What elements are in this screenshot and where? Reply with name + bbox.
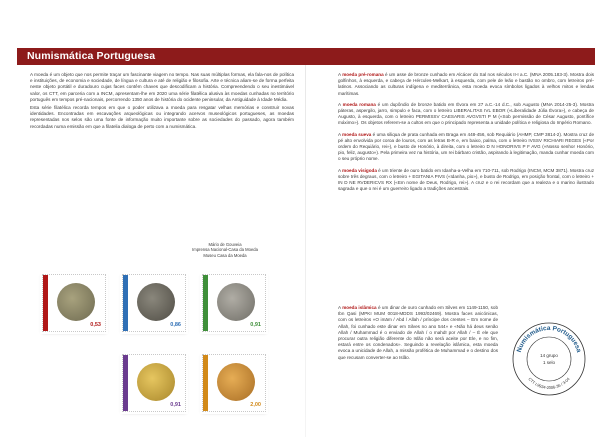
stamp-roman	[122, 274, 186, 332]
seal-center-line-2: 1 selo	[542, 360, 556, 365]
desc-visigoda	[338, 168, 594, 193]
first-day-cancel-seal	[510, 320, 588, 398]
desc-text: é um triente de ouro batido em Idanha-a-Velha em 710-711, sob Rodrigo (INCM, MCM 3871). Mostra cruz sobre três degraus, com o letreiro + EGITANIA PIVS («Idanha, pio»), e busto de Rodrigo, em posição frontal, com o letreiro + IN D NE RVDERICVS RX («Em nome de Deus, Rodrigo, rei»). A cruz e o rei recordam que a realeza e o marino ilustrado sagrada e que o rei é um guerreiro ligado a tradições ancestrais.	[338, 167, 594, 192]
stamp-pre-roman	[42, 274, 106, 332]
coin-descriptions	[338, 72, 594, 197]
desc-sueva	[338, 132, 594, 163]
desc-highlight: moeda pré-romana	[342, 72, 384, 77]
stamp-islamica	[202, 354, 266, 412]
stamp-edge	[43, 275, 48, 331]
desc-highlight: moeda visigoda	[342, 167, 377, 173]
desc-prefix: A	[338, 101, 343, 107]
stamp-edge	[203, 275, 208, 331]
stamp-edge	[123, 355, 128, 411]
header-band-right	[305, 48, 595, 65]
desc-highlight: moeda romana	[342, 101, 376, 107]
desc-pre-roman	[338, 72, 594, 97]
coin-image	[217, 363, 255, 401]
header-band-left	[17, 48, 305, 65]
stamp-sueva	[202, 274, 266, 332]
page-title: Numismática Portuguesa	[27, 50, 156, 62]
desc-prefix: A	[338, 167, 343, 173]
signature-name: Mário de Gouveia	[208, 242, 242, 247]
stamp-value: 2,00	[250, 402, 261, 408]
desc-prefix: A	[338, 72, 343, 77]
desc-prefix: A	[338, 131, 343, 137]
stamp-value: 0,86	[170, 322, 181, 328]
stamp-value: 0,91	[170, 402, 181, 408]
seal-top-text: Numismática Portuguesa	[515, 324, 583, 354]
stamp-edge	[203, 355, 208, 411]
seal-bottom-text: CTT I.9934-2006-36 / 3-04	[527, 376, 571, 391]
stamp-visigoda	[122, 354, 186, 412]
desc-prefix: A	[338, 305, 343, 310]
stamp-value: 0,53	[90, 322, 101, 328]
intro-paragraph-1: A moeda é um objeto que nos permite traçar um fascinante viagem no tempo. Nas suas múltiplas formas, ela fala-nos de política e instituições, de economia e sociedade, de língua e cultura e até de religião e filosofia. Arte e técnica aliam-se de forma perfeita neste objeto portátil e duradouro cujas faces contêm chaves que descodificam a história. Compreendendo o seu inestimável valor, os CTT, em parceria com a INCM, apresentam-lhe em 2020 uma série filatélica alusiva às moedas cunhadas no território português em tempos pré-nacionais, percorrendo 1350 anos de história do ocidente peninsular, da Antiguidade à Idade Média.	[30, 72, 294, 102]
signature-role-1: Imprensa Nacional-Casa da Moeda	[192, 247, 258, 253]
stamps-sheet	[40, 268, 310, 433]
desc-text: é um dinar de ouro cunhado em Silves em 1149-1150, sob Ibn Qasi (MPKI MUM 0018-MDDS 1993/02469). Mostra faces anicónicas, com os letreiros «O imām / Abd / Allah / príncipe dos crentes – Em nome de Allah, foi cunhado este dinar em Silves no ano 544» e «Não há deus senão Allah / Muhammad é o enviado de Allah / o mahdī por Allah / – É ele que procurar outra religião diferente do Islão não será aceite por Ele, e no fim, estará entre os condenados». Seguindo a revelação islâmica, esta moeda evoca a unicidade de Allah, a missão profética de Muhammad e o destino dos que recusam converter-se ao Islão.	[338, 305, 499, 360]
desc-highlight: moeda islâmica	[342, 305, 377, 310]
coin-image	[137, 283, 175, 321]
signature-block	[170, 242, 280, 258]
signature-role-2: Museu Casa da Moeda	[203, 252, 247, 258]
seal-outer-ring	[513, 323, 585, 395]
intro-text	[30, 72, 294, 132]
coin-image	[137, 363, 175, 401]
coin-image	[57, 283, 95, 321]
seal-center-line-1: 14 grupo	[540, 353, 558, 358]
desc-highlight: moeda sueva	[342, 131, 372, 137]
desc-text: é uma siliqua de prata cunhada em Braga em 448-456, sob Requiário (AHMP, CMP 3814-2). Mostra cruz de pé alto envolvida por coroa de louros, com as letras B-R e, em baixo, palma, com o letreiro IVSSV RICHIARI REGES («Por ordem do Requiário, rei»), e busto de Honório, à direita, com o letreiro D N HONORIVS P F AVG («Nosso senhor Honório, pio, feliz, augusto»). Pela primeira vez na história, um rei bárbaro cristão, aspirando à legitimação, manda cunhar moeda com o seu próprio nome.	[338, 131, 595, 162]
stamp-edge	[123, 275, 128, 331]
coin-image	[217, 283, 255, 321]
desc-text: é um asse de bronze cunhado em Alcácer do Sal nos séculos II-I a.C. (MNA 2005.183-3). Mostra dois golfinhos, à esquerda, e cabeça de Hércules-Melkart, à esquerda, com pele de leão e bastão no ombro, com letreiros pré-latinos. Associando as culturas indígena e mediterrânica, esta moeda evoca símbolos ligados à velhos mitos e lendas marítimas.	[338, 72, 594, 96]
intro-paragraph-2: Esta série filatélica recorda tempos em que o poder utilizava a moeda para resgatar velhas memórias e construir novas identidades. Encontradas em escavações arqueológicas ou integrando acervos museológicos portugueses, as moedas representadas nos selos são uma fonte de informação muito importante sobre as sociedades do passado, agora também recordadas numa emissão em que a filatelia dialoga de perto com a numismática.	[30, 105, 294, 129]
desc-text: é um dupôndio de bronze batido em Évora em 27 a.C.-14 d.C., sob Augusto (MNA 2014-25-3). Mostra páteras, aspergilo, jarro, simpulo e faca, com o letreiro LIBERALITAS IVL EBOR («Liberalidade Júlia Évora»), e cabeça de Augusto, à esquerda, com o letreiro PERMISSV CAESARIS AVGVSTI P M («Sob permissão de César Augusto, pontífice máximo»). Os objetos referem-se a cultos em que o principado representa a unidade política e religiosa do Império Romano.	[338, 101, 594, 126]
desc-roman	[338, 102, 594, 127]
stamp-value: 0,91	[250, 322, 261, 328]
desc-islamica	[338, 305, 498, 361]
seal-inner-ring	[527, 337, 571, 381]
